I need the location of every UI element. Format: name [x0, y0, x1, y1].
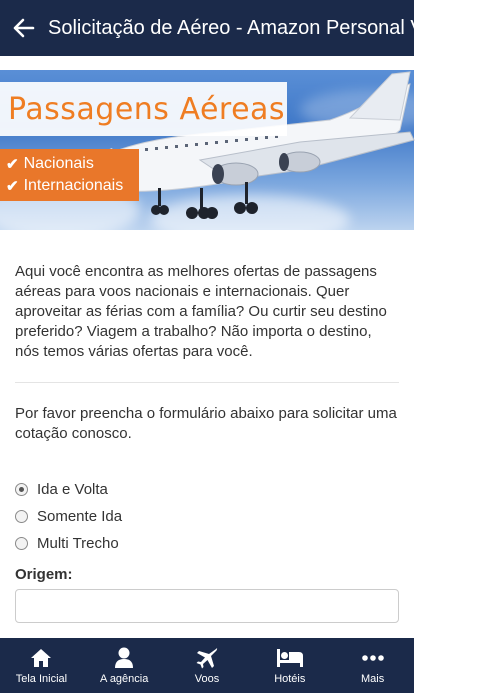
intro-section — [15, 262, 399, 444]
radio-label: Multi Trecho — [37, 535, 119, 552]
airplane-icon — [196, 647, 218, 669]
bottom-nav — [0, 638, 414, 693]
back-button[interactable] — [0, 0, 48, 56]
app-header — [0, 0, 482, 56]
user-icon — [114, 647, 134, 669]
radio-button[interactable] — [15, 537, 28, 550]
origin-label: Origem: — [15, 566, 73, 583]
radio-button-selected[interactable] — [15, 483, 28, 496]
radio-somente-ida[interactable] — [15, 503, 399, 530]
banner-title-box — [0, 82, 287, 136]
page-title: Solicitação de Aéreo - Amazon Personal Viagens — [48, 16, 482, 39]
radio-label: Ida e Volta — [37, 481, 108, 498]
radio-label: Somente Ida — [37, 508, 123, 525]
radio-ida-e-volta[interactable] — [15, 476, 399, 503]
nav-item-hotels[interactable] — [248, 638, 331, 693]
check-icon: ✔ — [6, 156, 19, 173]
tag-internacionais — [6, 175, 133, 197]
nav-label: Mais — [360, 673, 385, 685]
intro-paragraph: Aqui você encontra as melhores ofertas de passagens aéreas para voos nacionais e internacionais. Quer aproveitar as férias com a família? Ou curtir seu destino preferido? Viagem a trabalho? Não importa o destino, nós temos várias ofertas para você. — [15, 263, 387, 360]
bed-icon — [277, 649, 303, 667]
nav-item-home[interactable] — [0, 638, 83, 693]
nav-label: Tela Inicial — [15, 673, 68, 685]
tag-label: Internacionais — [23, 177, 124, 194]
nav-item-flights[interactable] — [166, 638, 249, 693]
origin-input[interactable] — [15, 589, 399, 623]
nav-item-agency[interactable] — [83, 638, 166, 693]
tag-nacionais — [6, 153, 133, 175]
promo-banner — [0, 70, 414, 230]
banner-title: Passagens Aéreas — [8, 91, 286, 127]
banner-tags — [0, 149, 139, 201]
radio-multi-trecho[interactable] — [15, 530, 399, 557]
more-icon — [362, 655, 384, 661]
trip-type-group — [15, 476, 399, 557]
check-icon: ✔ — [6, 178, 19, 195]
divider — [15, 382, 399, 383]
nav-label: A agência — [100, 673, 149, 685]
radio-button[interactable] — [15, 510, 28, 523]
tag-label: Nacionais — [23, 155, 94, 172]
nav-label: Hotéis — [274, 673, 306, 685]
arrow-left-icon — [14, 19, 34, 37]
home-icon — [30, 648, 52, 668]
form-instruction: Por favor preencha o formulário abaixo para solicitar uma cotação conosco. — [15, 405, 397, 442]
nav-label: Voos — [194, 673, 220, 685]
nav-item-more[interactable] — [331, 638, 414, 693]
